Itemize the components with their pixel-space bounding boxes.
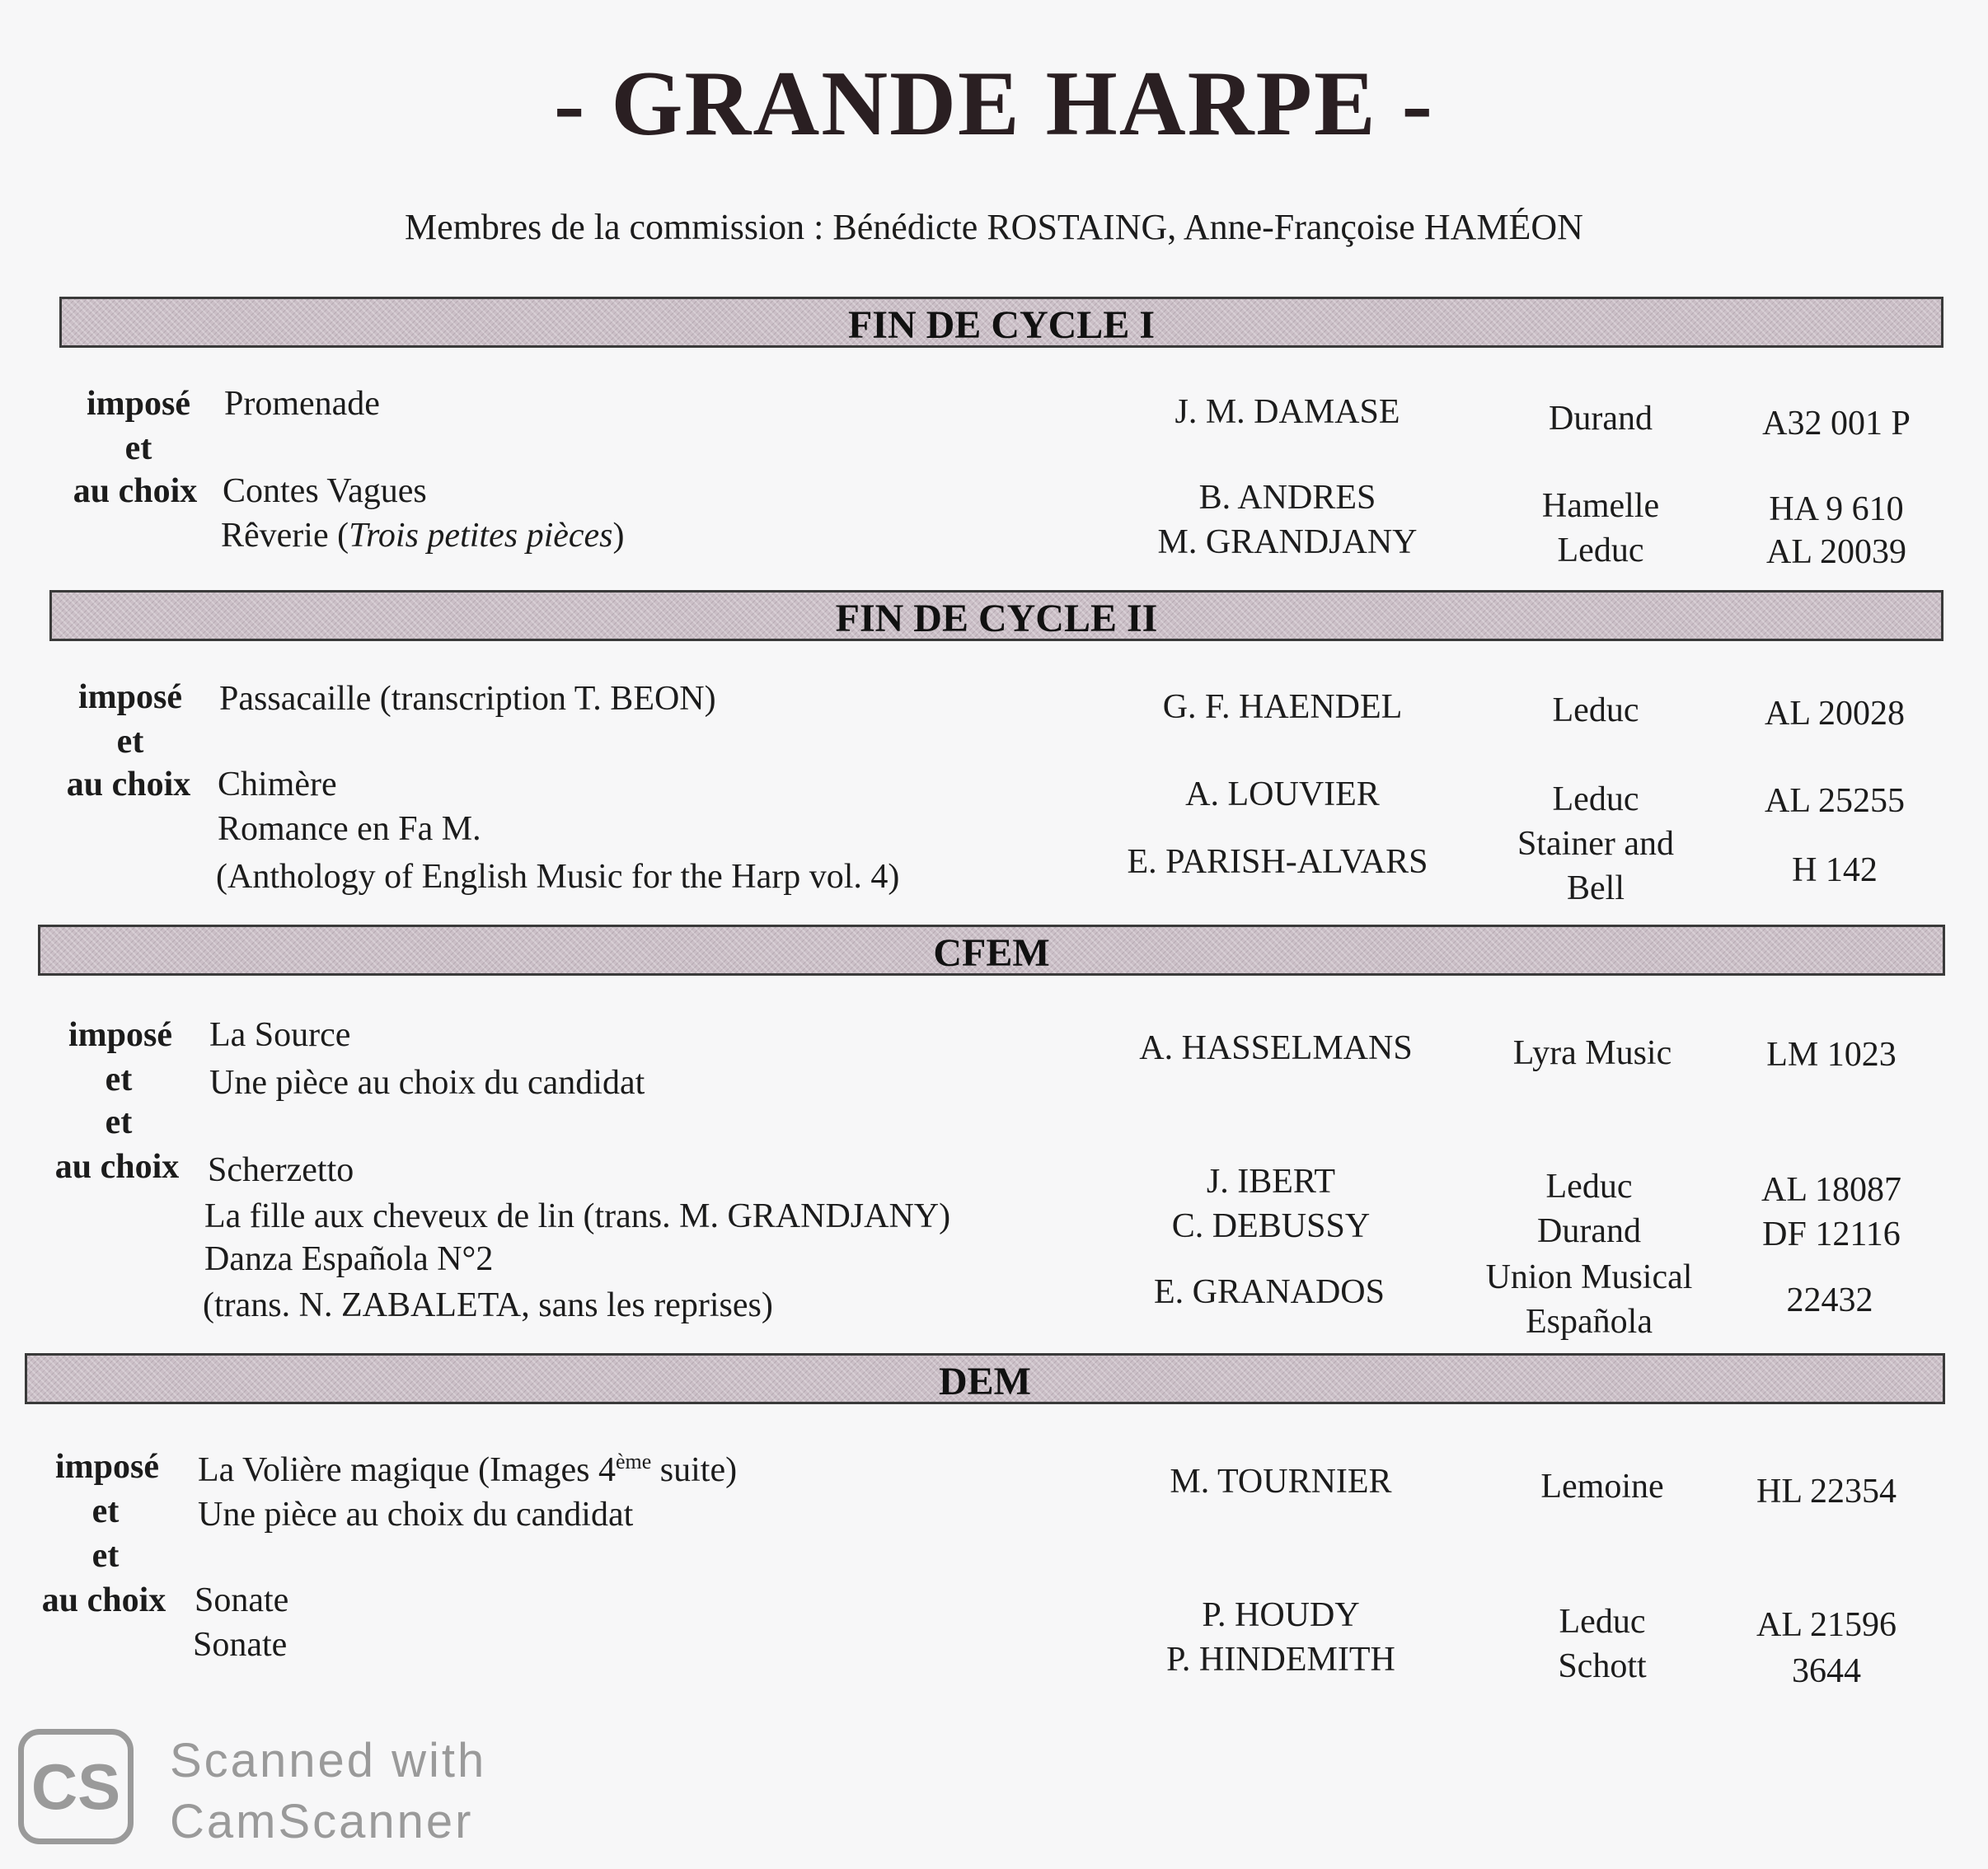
composer: P. HINDEMITH xyxy=(1166,1641,1395,1679)
watermark-line: CamScanner xyxy=(170,1795,474,1848)
camscanner-watermark xyxy=(170,1731,486,1853)
publisher: Union Musical xyxy=(1485,1258,1693,1296)
piece-title: Scherzetto xyxy=(208,1151,354,1189)
piece-title: Contes Vagues xyxy=(223,472,427,510)
publisher: Stainer and xyxy=(1517,825,1675,863)
composer: A. HASSELMANS xyxy=(1139,1029,1413,1067)
publisher: Hamelle xyxy=(1541,487,1660,525)
catalog-ref: 3644 xyxy=(1792,1652,1861,1690)
piece-title xyxy=(221,516,625,555)
composer: E. GRANADOS xyxy=(1153,1273,1385,1311)
label-au-choix: au choix xyxy=(73,472,198,510)
publisher: Lemoine xyxy=(1540,1468,1664,1506)
label-et: et xyxy=(91,1537,120,1575)
catalog-ref: LM 1023 xyxy=(1766,1036,1897,1074)
piece-title: La Source xyxy=(209,1016,351,1054)
piece-title: Passacaille (transcription T. BEON) xyxy=(219,680,716,718)
section-title: DEM xyxy=(939,1360,1031,1403)
composer: A. LOUVIER xyxy=(1185,775,1380,813)
piece-text: La Volière magique (Images 4 xyxy=(198,1451,616,1489)
label-au-choix: au choix xyxy=(54,1148,180,1186)
section-header-cfem xyxy=(38,925,1945,976)
composer: B. ANDRES xyxy=(1198,479,1376,517)
label-au-choix: au choix xyxy=(66,766,191,803)
composer: P. HOUDY xyxy=(1202,1596,1360,1634)
piece-title xyxy=(198,1450,737,1490)
catalog-ref: HA 9 610 xyxy=(1769,490,1904,528)
section-header-fin-de-cycle-1 xyxy=(59,297,1943,348)
section-title: FIN DE CYCLE II xyxy=(835,597,1158,640)
piece-title: La fille aux cheveux de lin (trans. M. GRANDJANY) xyxy=(204,1197,951,1235)
publisher: Durand xyxy=(1537,1212,1641,1250)
catalog-ref: AL 25255 xyxy=(1765,782,1905,820)
catalog-ref: 22432 xyxy=(1786,1281,1873,1319)
piece-title: Sonate xyxy=(193,1626,288,1664)
piece-title: (Anthology of English Music for the Harp vol. 4) xyxy=(216,858,900,896)
composer: J. IBERT xyxy=(1206,1163,1336,1201)
page-title: - GRANDE HARPE - xyxy=(554,53,1434,155)
catalog-ref: AL 21596 xyxy=(1756,1606,1897,1644)
piece-title: Chimère xyxy=(218,766,337,803)
label-au-choix: au choix xyxy=(41,1581,166,1619)
label-et: et xyxy=(116,723,144,761)
section-header-fin-de-cycle-2 xyxy=(49,590,1943,641)
catalog-ref: AL 20028 xyxy=(1765,695,1905,733)
piece-text: ) xyxy=(612,517,625,555)
label-impose: imposé xyxy=(55,1448,159,1486)
label-et: et xyxy=(124,429,152,467)
publisher: Leduc xyxy=(1545,1168,1633,1206)
piece-title: Sonate xyxy=(195,1581,289,1619)
catalog-ref: HL 22354 xyxy=(1756,1473,1897,1511)
catalog-ref: A32 001 P xyxy=(1762,405,1911,443)
composer: M. TOURNIER xyxy=(1170,1463,1392,1501)
publisher: Leduc xyxy=(1552,780,1639,818)
composer: J. M. DAMASE xyxy=(1175,393,1400,431)
piece-text: Rêverie ( xyxy=(221,517,349,555)
label-et: et xyxy=(91,1492,120,1530)
commission-members: Membres de la commission : Bénédicte ROSTAING, Anne-Françoise HAMÉON xyxy=(405,207,1583,247)
publisher: Lyra Music xyxy=(1512,1034,1672,1072)
piece-title: Promenade xyxy=(224,385,380,423)
catalog-ref: H 142 xyxy=(1792,851,1878,889)
label-et: et xyxy=(105,1061,133,1098)
piece-title: Romance en Fa M. xyxy=(218,810,481,848)
label-et: et xyxy=(105,1103,133,1141)
publisher: Leduc xyxy=(1557,532,1644,569)
composer: C. DEBUSSY xyxy=(1171,1207,1371,1245)
label-impose: imposé xyxy=(68,1016,172,1054)
catalog-ref: AL 20039 xyxy=(1766,533,1906,571)
piece-title: Une pièce au choix du candidat xyxy=(198,1496,634,1534)
watermark-line: Scanned with xyxy=(170,1734,487,1787)
catalog-ref: DF 12116 xyxy=(1762,1216,1901,1253)
piece-title: Danza Española N°2 xyxy=(204,1240,494,1278)
publisher: Bell xyxy=(1567,869,1625,907)
publisher: Leduc xyxy=(1552,691,1639,729)
catalog-ref: AL 18087 xyxy=(1761,1171,1901,1209)
superscript: ème xyxy=(615,1450,652,1473)
section-title: FIN DE CYCLE I xyxy=(847,303,1156,347)
composer: M. GRANDJANY xyxy=(1157,523,1418,561)
composer: E. PARISH-ALVARS xyxy=(1127,843,1428,881)
publisher: Schott xyxy=(1558,1647,1647,1685)
piece-collection-italic: Trois petites pièces xyxy=(349,517,613,555)
camscanner-logo-icon: CS xyxy=(18,1729,134,1844)
publisher: Durand xyxy=(1549,400,1653,438)
label-impose: imposé xyxy=(87,385,190,423)
label-impose: imposé xyxy=(78,678,182,716)
piece-title: Une pièce au choix du candidat xyxy=(209,1064,645,1102)
publisher: Leduc xyxy=(1559,1603,1646,1641)
publisher: Española xyxy=(1526,1303,1653,1341)
piece-title: (trans. N. ZABALETA, sans les reprises) xyxy=(203,1286,773,1324)
composer: G. F. HAENDEL xyxy=(1162,688,1403,726)
section-header-dem xyxy=(25,1353,1945,1404)
piece-text: suite) xyxy=(651,1451,738,1489)
section-title: CFEM xyxy=(933,931,1050,975)
